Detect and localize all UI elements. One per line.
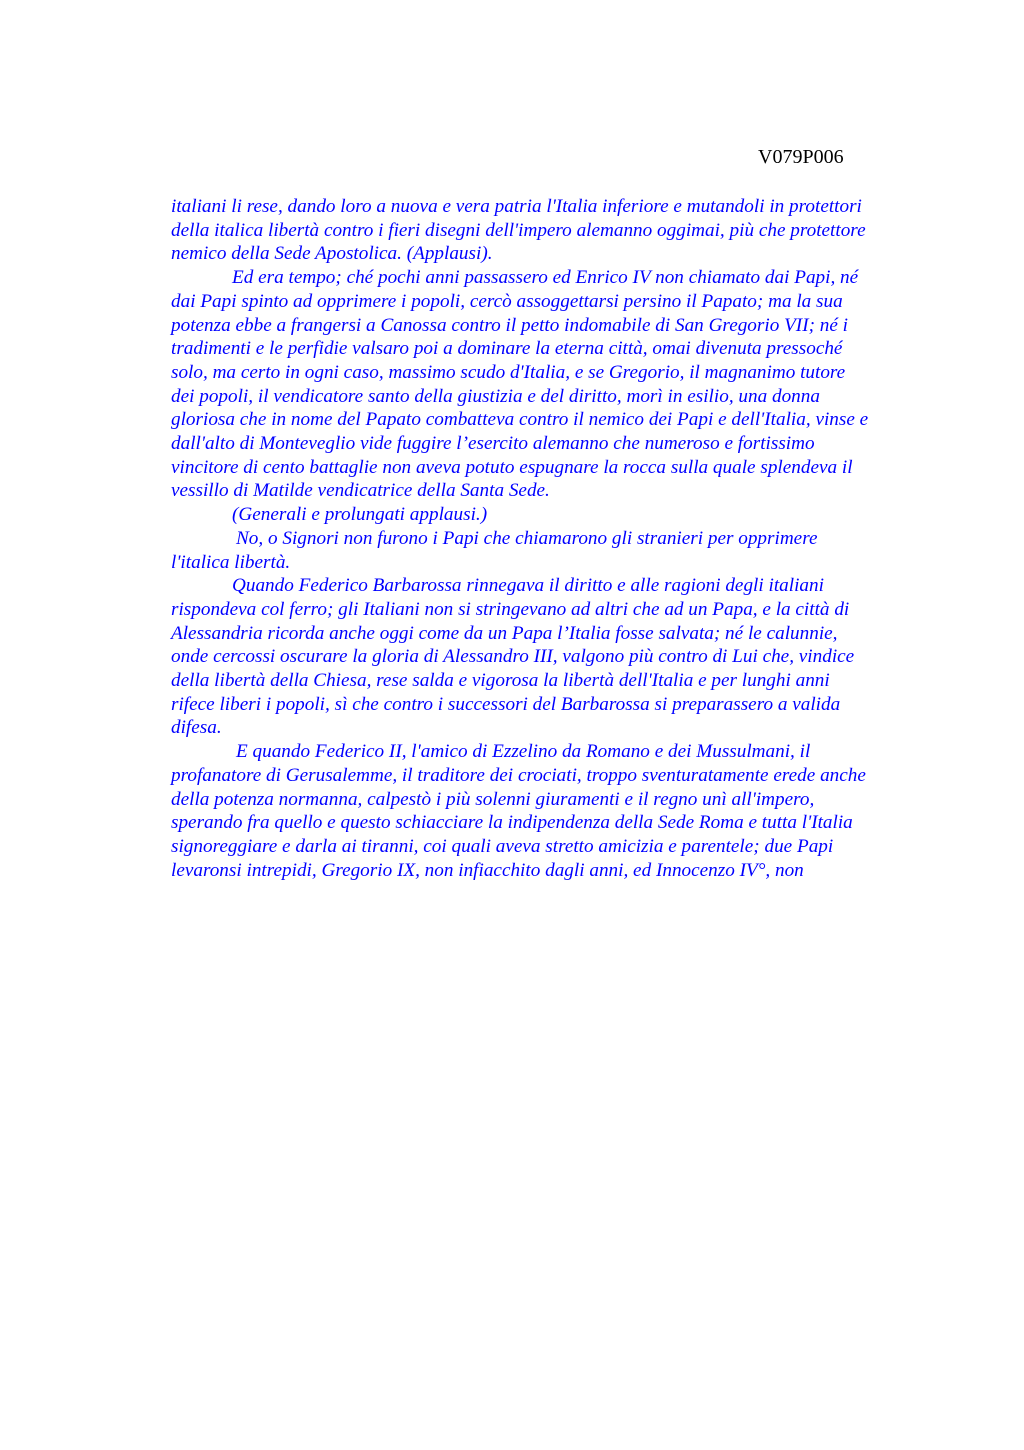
paragraph-start-line: E quando Federico II, l'amico di Ezzelino da Romano e dei Mussulmani, il	[236, 741, 811, 763]
text-line: gloriosa che in nome del Papato combatteva contro il nemico dei Papi e dell'Italia, vinse e	[171, 409, 869, 431]
paragraph-start-line: Quando Federico Barbarossa rinnegava il diritto e alle ragioni degli italiani	[232, 575, 824, 597]
text-line: vincitore di cento battaglie non aveva potuto espugnare la rocca sulla quale splendeva il	[171, 456, 853, 478]
text-line: onde cercossi oscurare la gloria di Alessandro III, valgono più contro di Lui che, vindice	[171, 646, 855, 668]
text-line: levaronsi intrepidi, Gregorio IX, non infiacchito dagli anni, ed Innocenzo IV°, non	[171, 859, 804, 881]
text-line: nemico della Sede Apostolica. (Applausi).	[171, 243, 493, 265]
paragraph-start-line: Ed era tempo; ché pochi anni passassero ed Enrico IV non chiamato dai Papi, né	[232, 267, 859, 289]
text-line: potenza ebbe a frangersi a Canossa contro il petto indomabile di San Gregorio VII; né i	[171, 314, 849, 336]
text-line: dei popoli, il vendicatore santo della giustizia e del diritto, morì in esilio, una donna	[171, 385, 820, 407]
text-line: rifece liberi i popoli, sì che contro i successori del Barbarossa si preparassero a valida	[171, 693, 841, 715]
document-body	[171, 195, 931, 882]
text-line: della libertà della Chiesa, rese salda e vigorosa la libertà dell'Italia e per lunghi anni	[171, 670, 830, 692]
text-line: italiani li rese, dando loro a nuova e vera patria l'Italia inferiore e mutandoli in protettori	[171, 196, 862, 217]
text-line: sperando fra quello e questo schiacciare la indipendenza della Sede Roma e tutta l'Italia	[171, 812, 853, 834]
text-line: difesa.	[171, 717, 222, 739]
text-line: rispondeva col ferro; gli Italiani non si stringevano ad altri che ad un Papa, e la città di	[171, 598, 850, 620]
text-line: profanatore di Gerusalemme, il traditore dei crociati, troppo sventuratamente erede anche	[171, 764, 866, 786]
stage-direction: (Generali e prolungati applausi.)	[232, 504, 488, 526]
text-line: dall'alto di Monteveglio vide fuggire l’esercito alemanno che numeroso e fortissimo	[171, 433, 815, 455]
text-line: signoreggiare e darla ai tiranni, coi quali aveva stretto amicizia e parentele; due Papi	[171, 835, 834, 857]
text-line: della potenza normanna, calpestò i più solenni giuramenti e il regno unì all'impero,	[171, 788, 815, 810]
text-line: solo, ma certo in ogni caso, massimo scudo d'Italia, e se Gregorio, il magnanimo tutore	[171, 361, 846, 383]
text-line: tradimenti e le perfidie valsaro poi a dominare la eterna città, omai divenuta pressoché	[171, 338, 843, 360]
paragraph-start-line: No, o Signori non furono i Papi che chiamarono gli stranieri per opprimere	[236, 527, 818, 549]
text-line: dai Papi spinto ad opprimere i popoli, cercò assoggettarsi persino il Papato; ma la sua	[171, 290, 843, 312]
text-line: della italica libertà contro i fieri disegni dell'impero alemanno oggimai, più che protettore	[171, 219, 866, 241]
text-line: vessillo di Matilde vendicatrice della Santa Sede.	[171, 480, 550, 502]
text-line: Alessandria ricorda anche oggi come da un Papa l’Italia fosse salvata; né le calunnie,	[171, 622, 838, 644]
text-line: l'italica libertà.	[171, 551, 291, 573]
page-code: V079P006	[758, 146, 844, 168]
